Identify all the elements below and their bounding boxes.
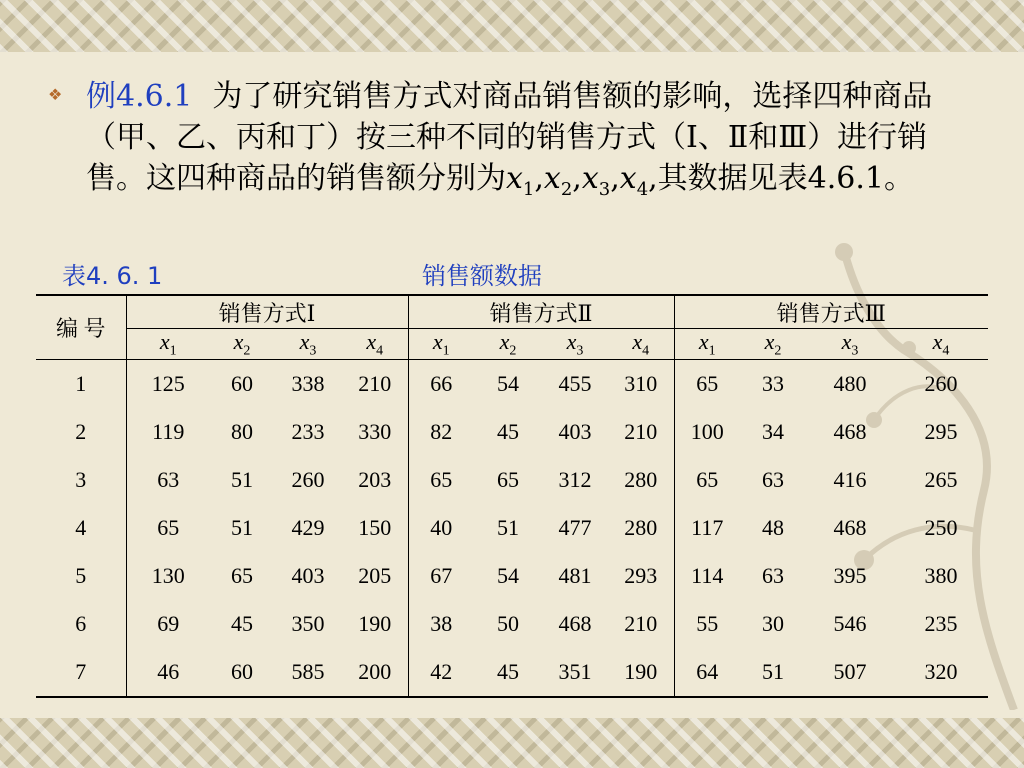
column-header: [474, 329, 542, 360]
column-var: x: [932, 329, 943, 354]
column-index: 4: [942, 343, 950, 359]
table-row: [36, 408, 988, 456]
column-index: 3: [309, 343, 317, 359]
table-cell: 33: [762, 371, 784, 397]
row-number: 3: [75, 467, 87, 493]
decorative-top-border: [0, 0, 1024, 52]
row-number: 7: [36, 648, 126, 697]
table-cell: 210: [358, 371, 392, 397]
column-index: 4: [642, 343, 650, 359]
column-header: [542, 329, 608, 360]
example-text-tail: ,其数据见表4.6.1。: [648, 161, 915, 196]
column-index: 1: [442, 343, 450, 359]
table-cell: 235: [924, 611, 958, 637]
table-cell: 82: [408, 408, 474, 456]
var-x1: x: [506, 161, 523, 196]
table-cell: 50: [497, 611, 519, 637]
group-header: 销售方式Ⅱ: [408, 295, 674, 329]
row-number: 2: [75, 419, 87, 445]
table-cell: 280: [624, 467, 658, 493]
row-number: 6: [75, 611, 87, 637]
table-cell: 338: [291, 371, 325, 397]
table-cell: 403: [291, 563, 325, 589]
column-var: x: [764, 329, 775, 354]
column-var: x: [366, 329, 377, 354]
table-cell: 310: [624, 371, 658, 397]
table-cell: 119: [126, 408, 210, 456]
table-cell: 320: [894, 648, 988, 697]
table-header-row: [36, 295, 988, 329]
variable-list: [506, 161, 649, 200]
column-var: x: [566, 329, 577, 354]
var-x4-sub: 4: [636, 179, 649, 200]
table-cell: 205: [358, 563, 392, 589]
column-header: [608, 329, 674, 360]
table-cell: 403: [558, 419, 592, 445]
table-cell: 293: [624, 563, 658, 589]
table-cell: 468: [833, 515, 867, 541]
table-row: [36, 456, 988, 504]
table-cell: 51: [497, 515, 519, 541]
table-cell: 65: [674, 360, 740, 409]
column-header: [126, 329, 210, 360]
table-cell: 200: [342, 648, 408, 697]
column-var: x: [432, 329, 443, 354]
table-row: [36, 504, 988, 552]
table-cell: 65: [408, 456, 474, 504]
column-var: x: [632, 329, 643, 354]
table-cell: 210: [624, 419, 658, 445]
table-cell: 45: [474, 648, 542, 697]
table-cell: 67: [408, 552, 474, 600]
table-cell: 150: [358, 515, 392, 541]
var-x1-sub: 1: [522, 179, 535, 200]
table-cell: 38: [408, 600, 474, 648]
column-var: x: [299, 329, 310, 354]
table-title: 销售额数据: [422, 262, 542, 290]
table-cell: 64: [674, 648, 740, 697]
example-paragraph: [48, 76, 978, 210]
example-text: [86, 76, 978, 210]
table-row: [36, 360, 988, 409]
var-x4: x: [619, 161, 637, 196]
column-header: [210, 329, 274, 360]
table-cell: 46: [126, 648, 210, 697]
table-cell: 250: [924, 515, 958, 541]
column-index: 2: [509, 343, 517, 359]
table-cell: 312: [558, 467, 592, 493]
table-cell: 114: [674, 552, 740, 600]
table-cell: 60: [231, 371, 253, 397]
table-cell: 63: [126, 456, 210, 504]
table-cell: 468: [833, 419, 867, 445]
table-cell: 380: [924, 563, 958, 589]
example-label: 例4.6.1: [86, 79, 193, 114]
column-var: x: [499, 329, 510, 354]
column-index: 3: [576, 343, 584, 359]
diamond-bullet-icon: ❖: [48, 85, 63, 104]
table-cell: 477: [558, 515, 592, 541]
table-cell: 416: [833, 467, 867, 493]
table-cell: 351: [542, 648, 608, 697]
table-cell: 260: [291, 467, 325, 493]
table-cell: 546: [833, 611, 867, 637]
table-cell: 65: [231, 563, 253, 589]
table-cell: 55: [674, 600, 740, 648]
var-sep: ,: [534, 161, 544, 196]
column-var: x: [159, 329, 170, 354]
table-cell: 130: [126, 552, 210, 600]
table-cell: 395: [833, 563, 867, 589]
table-cell: 265: [924, 467, 958, 493]
table-subheader-row: [36, 329, 988, 360]
column-index: 1: [708, 343, 716, 359]
table-cell: 585: [274, 648, 342, 697]
table-cell: 63: [762, 563, 784, 589]
table-cell: 30: [762, 611, 784, 637]
table-cell: 190: [608, 648, 674, 697]
table-cell: 100: [674, 408, 740, 456]
table-cell: 51: [740, 648, 806, 697]
table-cell: 280: [624, 515, 658, 541]
row-number: 1: [75, 371, 87, 397]
table-cell: 40: [408, 504, 474, 552]
column-index: 2: [243, 343, 251, 359]
column-header: [740, 329, 806, 360]
table-cell: 117: [674, 504, 740, 552]
table-cell: 507: [806, 648, 894, 697]
table-cell: 350: [291, 611, 325, 637]
table-row: [36, 600, 988, 648]
table-cell: 295: [924, 419, 958, 445]
table-cell: 65: [126, 504, 210, 552]
column-index: 4: [376, 343, 384, 359]
table-row: [36, 648, 988, 697]
table-cell: 481: [558, 563, 592, 589]
table-cell: 51: [231, 515, 253, 541]
table-cell: 65: [674, 456, 740, 504]
table-cell: 429: [291, 515, 325, 541]
table-cell: 260: [924, 371, 958, 397]
table-cell: 210: [624, 611, 658, 637]
var-x2: x: [543, 161, 561, 196]
table-cell: 65: [497, 467, 519, 493]
var-sep: ,: [610, 161, 620, 196]
column-var: x: [841, 329, 852, 354]
var-x2-sub: 2: [560, 179, 573, 200]
column-index: 2: [774, 343, 782, 359]
column-header: [674, 329, 740, 360]
group-header: 销售方式Ⅲ: [674, 295, 988, 329]
table-body: [36, 360, 988, 698]
sales-data-table: [36, 294, 988, 698]
table-cell: 468: [558, 611, 592, 637]
column-header: [342, 329, 408, 360]
table-cell: 54: [497, 563, 519, 589]
table-cell: 60: [210, 648, 274, 697]
column-var: x: [698, 329, 709, 354]
decorative-bottom-border: [0, 718, 1024, 768]
table-cell: 45: [497, 419, 519, 445]
table-cell: 51: [231, 467, 253, 493]
table-cell: 66: [408, 360, 474, 409]
table-cell: 69: [126, 600, 210, 648]
table-number: 表4. 6. 1: [62, 262, 163, 290]
table-cell: 63: [762, 467, 784, 493]
table-cell: 480: [833, 371, 867, 397]
table-cell: 190: [358, 611, 392, 637]
row-number: 4: [75, 515, 87, 541]
var-sep: ,: [572, 161, 582, 196]
var-x3-sub: 3: [598, 179, 611, 200]
column-index: 1: [169, 343, 177, 359]
table-cell: 48: [762, 515, 784, 541]
table-cell: 455: [558, 371, 592, 397]
column-header: [894, 329, 988, 360]
table-cell: 203: [358, 467, 392, 493]
column-header: [408, 329, 474, 360]
column-header: [806, 329, 894, 360]
table-cell: 125: [126, 360, 210, 409]
column-header: [274, 329, 342, 360]
column-index: 3: [851, 343, 859, 359]
group-header: 销售方式Ⅰ: [126, 295, 408, 329]
table-cell: 233: [291, 419, 325, 445]
var-x3: x: [581, 161, 599, 196]
table-row: [36, 552, 988, 600]
row-number: 5: [75, 563, 87, 589]
table-cell: 34: [762, 419, 784, 445]
row-header: 编 号: [36, 295, 126, 360]
column-var: x: [233, 329, 244, 354]
table-cell: 80: [231, 419, 253, 445]
example-description: 为了研究销售方式对商品销售额的影响，选择四种商品（甲、乙、丙和丁）按三种不同的销售方式（Ⅰ、Ⅱ和Ⅲ）进行销售。这四种商品的销售额分别为: [86, 79, 933, 196]
table-cell: 330: [358, 419, 392, 445]
table-cell: 54: [497, 371, 519, 397]
table-cell: 42: [408, 648, 474, 697]
table-cell: 45: [231, 611, 253, 637]
